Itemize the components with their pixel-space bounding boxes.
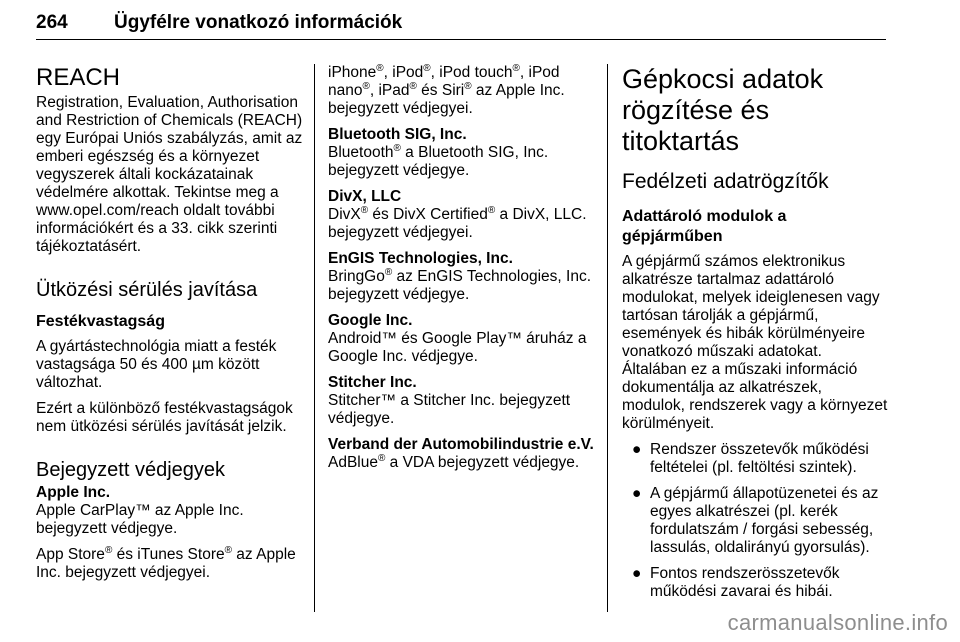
storage-modules-heading: Adattároló modulok a gépjárműben (622, 208, 787, 245)
registered-mark: ® (104, 544, 113, 556)
divx-c: a DivX, LLC. bejegyzett védjegyei. (328, 206, 587, 241)
bt-a: Bluetooth (328, 144, 394, 161)
bullet-icon: ● (632, 565, 642, 582)
bluetooth-heading: Bluetooth SIG, Inc. (328, 126, 467, 143)
iphone-c: , iPod touch (430, 64, 513, 81)
iphone-a: iPhone (328, 64, 377, 81)
apple-text-2 (36, 546, 306, 582)
bullet-icon: ● (632, 485, 642, 502)
bluetooth-text (328, 144, 596, 180)
vda-heading: Verband der Automobilindustrie e.V. (328, 436, 594, 453)
apple-text-2b: és iTunes Store (112, 546, 225, 563)
column-divider (314, 64, 315, 612)
registered-mark: ® (409, 80, 417, 92)
column-left (36, 64, 306, 590)
registered-mark: ® (464, 80, 472, 92)
registered-mark: ® (487, 204, 496, 216)
column-divider (607, 64, 608, 612)
iphone-d: , iPod nano (328, 64, 560, 99)
iphone-f: és Siri (416, 82, 465, 99)
reach-heading: REACH (36, 64, 121, 91)
list-item (622, 565, 888, 601)
registered-mark: ® (512, 62, 520, 74)
engis-b: az EnGIS Technologies, Inc. bejegyzett védjegye. (328, 268, 591, 303)
paint-text-1: A gyártástechnológia miatt a festék vastagsága 50 és 400 µm között változhat. (36, 338, 277, 391)
list-item-text: A gépjármű állapotüzenetei és az egyes alkatrészei (pl. kerék fordulatszám / forgási sebesség, lassulás, oldalirányú gyorsulás). (650, 485, 879, 556)
reach-text: Registration, Evaluation, Authorisation and Restriction of Chemicals (REACH) egy Európai Uniós szabályzás, amit az emberi egészség és a környezet vegyszerek általi kockázatainak védelmére alkottak. Tekintse meg a www.opel.com/reach oldalt további információkért és a 33. cikk szerinti tájékoztatásért. (36, 94, 303, 255)
page-number: 264 (36, 12, 68, 33)
engis-a: BringGo (328, 268, 385, 285)
collision-heading: Ütközési sérülés javítása (36, 279, 258, 301)
bullet-icon: ● (632, 441, 642, 458)
registered-mark: ® (224, 544, 232, 556)
list-item-text: Rendszer összetevők működési feltételei (pl. feltöltési szintek). (650, 441, 869, 476)
apple-heading: Apple Inc. (36, 484, 111, 501)
iphone-b: , iPod (383, 64, 424, 81)
registered-mark: ® (384, 266, 393, 278)
list-item-text: Fontos rendszerösszetevők működési zavarai és hibái. (650, 565, 840, 600)
stitcher-text: Stitcher™ a Stitcher Inc. bejegyzett védjegye. (328, 392, 571, 427)
page-title: Ügyfélre vonatkozó információk (114, 12, 403, 33)
list-item (622, 485, 888, 557)
registered-mark: ® (360, 204, 369, 216)
divx-b: és DivX Certified (368, 206, 488, 223)
engis-heading: EnGIS Technologies, Inc. (328, 250, 513, 267)
column-right (622, 64, 888, 609)
bt-b: a Bluetooth SIG, Inc. bejegyzett védjegye. (328, 144, 549, 179)
list-item (622, 441, 888, 477)
registered-mark: ® (377, 452, 386, 464)
apple-text-2a: App Store (36, 546, 105, 563)
registered-mark: ® (423, 62, 431, 74)
apple-devices-text (328, 64, 596, 118)
apple-text-1: Apple CarPlay™ az Apple Inc. bejegyzett védjegye. (36, 502, 244, 537)
registered-mark: ® (393, 142, 401, 154)
storage-modules-text: A gépjármű számos elektronikus alkatrésze tartalmaz adattároló modulokat, melyek ideiglenesen vagy tartósan tárolják a gépjármű, események és hibák körülményeire vonatkozó műszaki adatokat. Általában ez a műszaki információ dokumentálja az alkatrészek, modulok, rendszerek vagy a környezet körülményeit. (622, 253, 888, 432)
google-heading: Google Inc. (328, 312, 413, 329)
bullet-list (622, 441, 888, 601)
vda-a: AdBlue (328, 454, 378, 471)
trademarks-heading: Bejegyzett védjegyek (36, 459, 226, 481)
onboard-recorders-heading: Fedélzeti adatrögzítők (622, 170, 829, 193)
vda-b: a VDA bejegyzett védjegye. (385, 454, 580, 471)
google-text: Android™ és Google Play™ áruház a Google Inc. védjegye. (328, 330, 587, 365)
page-header (36, 10, 886, 40)
paint-text-2: Ezért a különböző festékvastagságok nem ütközési sérülés javítását jelzik. (36, 400, 293, 435)
paint-heading: Festékvastagság (36, 313, 165, 330)
iphone-e: , iPad (369, 82, 410, 99)
divx-text (328, 206, 596, 242)
vda-text (328, 454, 596, 472)
registered-mark: ® (362, 80, 370, 92)
data-privacy-heading: Gépkocsi adatok rögzítése és titoktartás (622, 64, 824, 156)
stitcher-heading: Stitcher Inc. (328, 374, 417, 391)
engis-text (328, 268, 596, 304)
divx-heading: DivX, LLC (328, 188, 402, 205)
column-middle (328, 64, 596, 480)
apple-text-2c: az Apple Inc. bejegyzett védjegyei. (36, 546, 296, 581)
watermark: carmanualsonline.info (727, 610, 948, 635)
divx-a: DivX (328, 206, 361, 223)
iphone-g: az Apple Inc. bejegyzett védjegyei. (328, 82, 565, 117)
registered-mark: ® (376, 62, 384, 74)
